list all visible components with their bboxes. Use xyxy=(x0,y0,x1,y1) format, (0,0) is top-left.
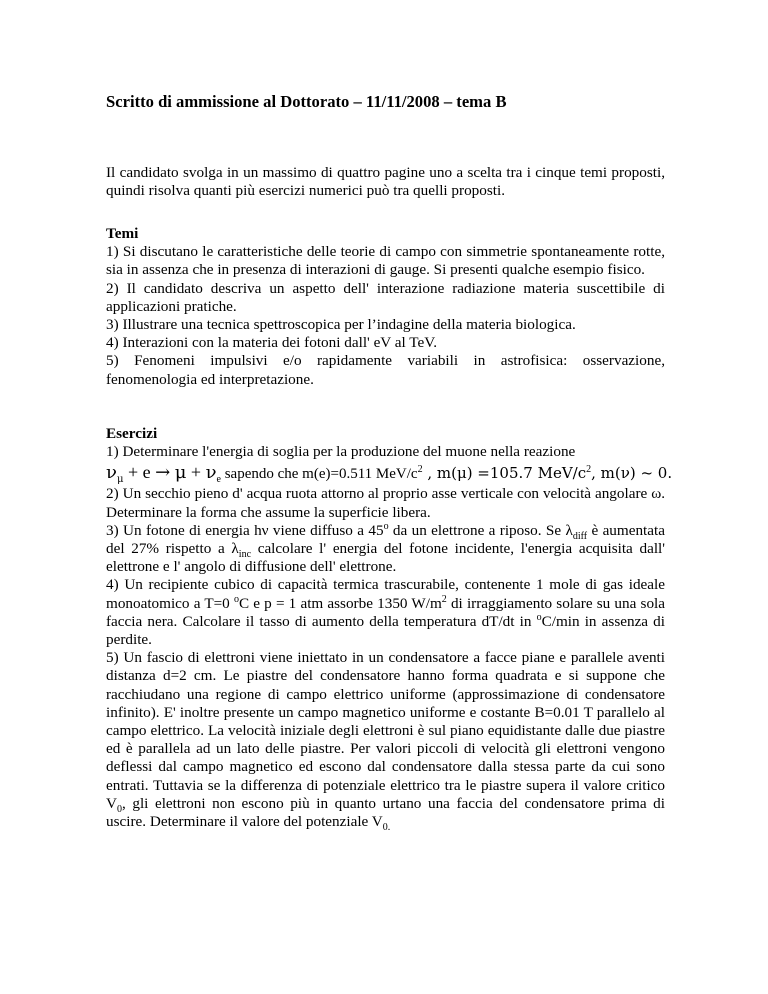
exercise-5-text-1: 5) Un fascio di elettroni viene iniettato in un condensatore a facce piane e parallele aventi distanza d=2 cm. Le piastre del condensatore hanno forma quadrata e si suppone che racchiudano una regione di campo elettrico uniforme (approssimazione di condensatore infinito). E' inoltre presente un campo magnetico uniforme e costante B=0.01 T parallelo al campo elettrico. La velocità iniziale degli elettroni è sul piano equidistante dalle due piastre ed è parallela ad un lato delle piastre. Per valori piccoli di velocità gli elettroni vengono deflessi dal campo magnetico ed escono dal condensatore dalla stessa parte da cui sono entrati. Tuttavia se la differenza di potenziale elettrico tra le piastre supera il valore critico V xyxy=(106,649,665,812)
temi-heading: Temi xyxy=(106,225,139,242)
exercise-3-text-4: calcolare l' energia del fotone incidente, l'energia acquisita dall' elettrone e l' angolo di diffusione dell' elettrone. xyxy=(106,540,665,576)
exercise-4-text-3: di irraggiamento solare su una sola faccia nera. Calcolare il tasso di aumento della temperatura dT/dt in xyxy=(106,594,665,630)
esercizi-heading: Esercizi xyxy=(106,425,158,442)
v0-subscript-1: 0 xyxy=(116,803,122,815)
exercise-5-text-2: , gli elettroni non escono più in quanto urtano una faccia del condensatore prima di uscire. Determinare il valore del potenziale V xyxy=(106,794,665,831)
neutrino-symbol: ν xyxy=(106,462,117,484)
electron-subscript: e xyxy=(216,474,221,486)
electron-symbol: e xyxy=(142,462,151,483)
reaction-text-2: , m(μ) =105.7 MeV/c xyxy=(422,464,587,483)
tema-item-2: 2) Il candidato descriva un aspetto dell' interazione radiazione materia suscettibile di applicazioni pratiche. xyxy=(106,279,665,315)
exercise-1-intro: 1) Determinare l'energia di soglia per la produzione del muone nella reazione xyxy=(106,443,576,461)
intro-text: Il candidato svolga in un massimo di quattro pagine uno a scelta tra i cinque temi proposti, quindi risolva quanti più esercizi numerici può tra quelli proposti. xyxy=(106,164,665,200)
muon-subscript: μ xyxy=(116,474,124,486)
squared-2: 2 xyxy=(586,464,592,476)
degree-sign-1: o xyxy=(233,593,239,605)
exercise-4-text-1: 4) Un recipiente cubico di capacità termica trascurabile, contenente 1 mole di gas ideale monoatomico a T=0 xyxy=(106,576,665,612)
plus-sign: + xyxy=(127,462,139,483)
tema-item-4: 4) Interazioni con la materia dei fotoni dall' eV al TeV. xyxy=(106,334,438,352)
plus-sign-2: + xyxy=(190,462,202,483)
exercise-3 xyxy=(106,522,665,577)
exercise-3-text-2: da un elettrone a riposo. Se λ xyxy=(388,521,573,539)
tema-item-5: 5) Fenomeni impulsivi e/o rapidamente variabili in astrofisica: osservazione, fenomenologia ed interpretazione. xyxy=(106,352,665,388)
squared-1: 2 xyxy=(417,464,423,476)
tema-item-1: 1) Si discutano le caratteristiche delle teorie di campo con simmetrie spontaneamente rotte, sia in assenza che in presenza di interazioni di gauge. Si presenti qualche esempio fisico. xyxy=(106,243,665,279)
tema-item-3: 3) Illustrare una tecnica spettroscopica per l’indagine della materia biologica. xyxy=(106,316,576,334)
exercise-4-text-2: C e p = 1 atm assorbe 1350 W/m xyxy=(238,594,442,612)
neutrino-e-symbol: ν xyxy=(205,462,217,484)
exercise-2: 2) Un secchio pieno d' acqua ruota attorno al proprio asse verticale con velocità angolare ω. Determinare la forma che assume la superficie libera. xyxy=(106,485,665,521)
exercise-5 xyxy=(106,649,665,834)
exercise-4-text-4: C/min in assenza di perdite. xyxy=(106,612,666,649)
lambda-inc-subscript: inc xyxy=(238,549,252,561)
arrow-icon: → xyxy=(155,462,171,484)
exercise-3-text-1: 3) Un fotone di energia hν viene diffuso a 45 xyxy=(106,521,384,539)
temi-section xyxy=(106,225,665,389)
degree-sign: o xyxy=(383,520,389,532)
exercise-3-text-3: è aumentata del 27% rispetto a λ xyxy=(106,521,665,558)
exercise-1-reaction xyxy=(106,461,673,486)
esercizi-section xyxy=(106,425,673,834)
lambda-diff-subscript: diff xyxy=(572,530,588,542)
page-title: Scritto di ammissione al Dottorato – 11/11/2008 – tema B xyxy=(106,92,507,111)
squared-3: 2 xyxy=(441,593,447,605)
v0-subscript-2: 0 xyxy=(382,822,388,834)
muon-symbol: μ xyxy=(174,462,187,484)
exercise-5-text-3: . xyxy=(387,822,391,834)
reaction-text-1: sapendo che m(e)=0.511 MeV/c xyxy=(220,466,418,483)
intro-paragraph xyxy=(106,164,665,200)
exercise-4 xyxy=(106,576,665,649)
reaction-text-3: , m(ν) ~ 0. xyxy=(591,464,673,483)
degree-sign-2: o xyxy=(536,611,542,623)
